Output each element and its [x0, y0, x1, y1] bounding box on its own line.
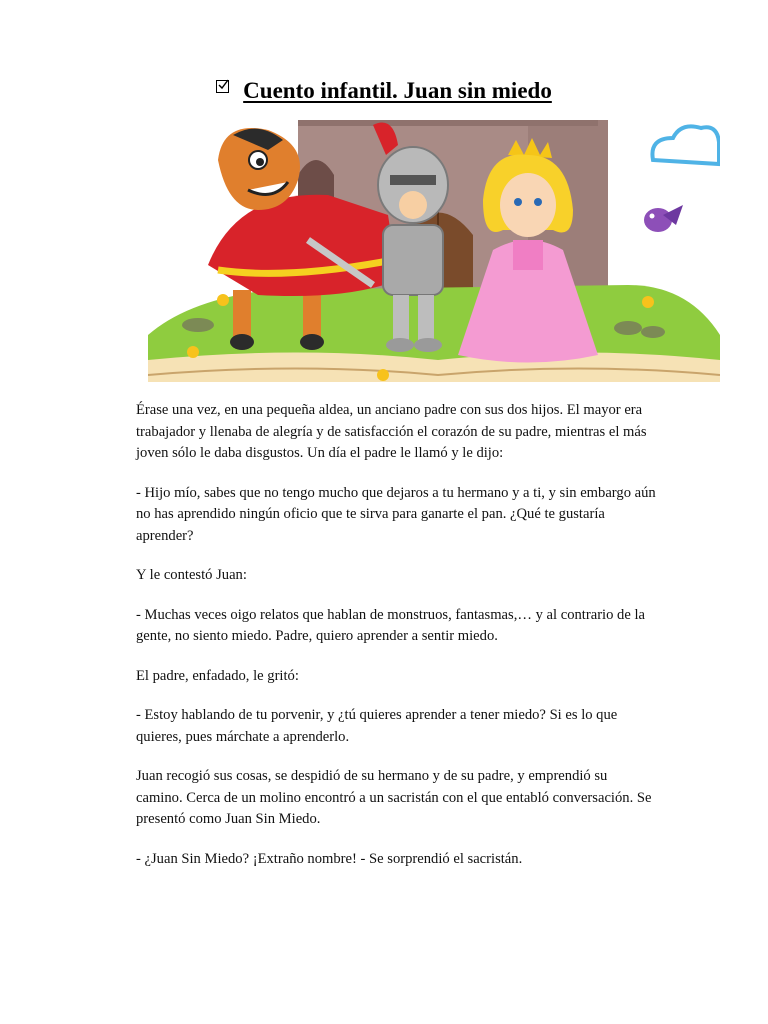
paragraph: El padre, enfadado, le gritó:: [136, 667, 299, 684]
paragraph: - Hijo mío, sabes que no tengo mucho que dejaros a tu hermano y a ti, y sin embargo aún no has aprendido ningún oficio que te sirva para ganarte el pan. ¿Qué te gustaría aprender?: [136, 484, 656, 544]
fairy-tale-illustration: [148, 120, 720, 382]
checkbox-icon: [216, 80, 229, 93]
paragraph: Juan recogió sus cosas, se despidió de su hermano y de su padre, y emprendió su camino. Cerca de un molino encontró a un sacristán con el que entabló conversación. Se presentó como Juan Sin Miedo.: [136, 768, 652, 827]
paragraph: - Estoy hablando de tu porvenir, y ¿tú quieres aprender a tener miedo? Si es lo que quieres, pues márchate a aprenderlo.: [136, 707, 618, 745]
document-title: Cuento infantil. Juan sin miedo: [243, 78, 552, 103]
paragraph: - ¿Juan Sin Miedo? ¡Extraño nombre! - Se sorprendió el sacristán.: [136, 850, 523, 867]
title-row: [0, 78, 768, 104]
paragraph: Y le contestó Juan:: [136, 567, 247, 583]
paragraph: Érase una vez, en una pequeña aldea, un anciano padre con sus dos hijos. El mayor era trabajador y llenaba de alegría y de satisfacción el corazón de su padre, mientras el más joven sólo le daba disgustos. Un día el padre le llamó y le dijo:: [136, 402, 647, 461]
story-text: [136, 400, 656, 888]
paragraph: - Muchas veces oigo relatos que hablan de monstruos, fantasmas,… y al contrario de la gente, no siento miedo. Padre, quiero aprender a sentir miedo.: [136, 606, 646, 644]
